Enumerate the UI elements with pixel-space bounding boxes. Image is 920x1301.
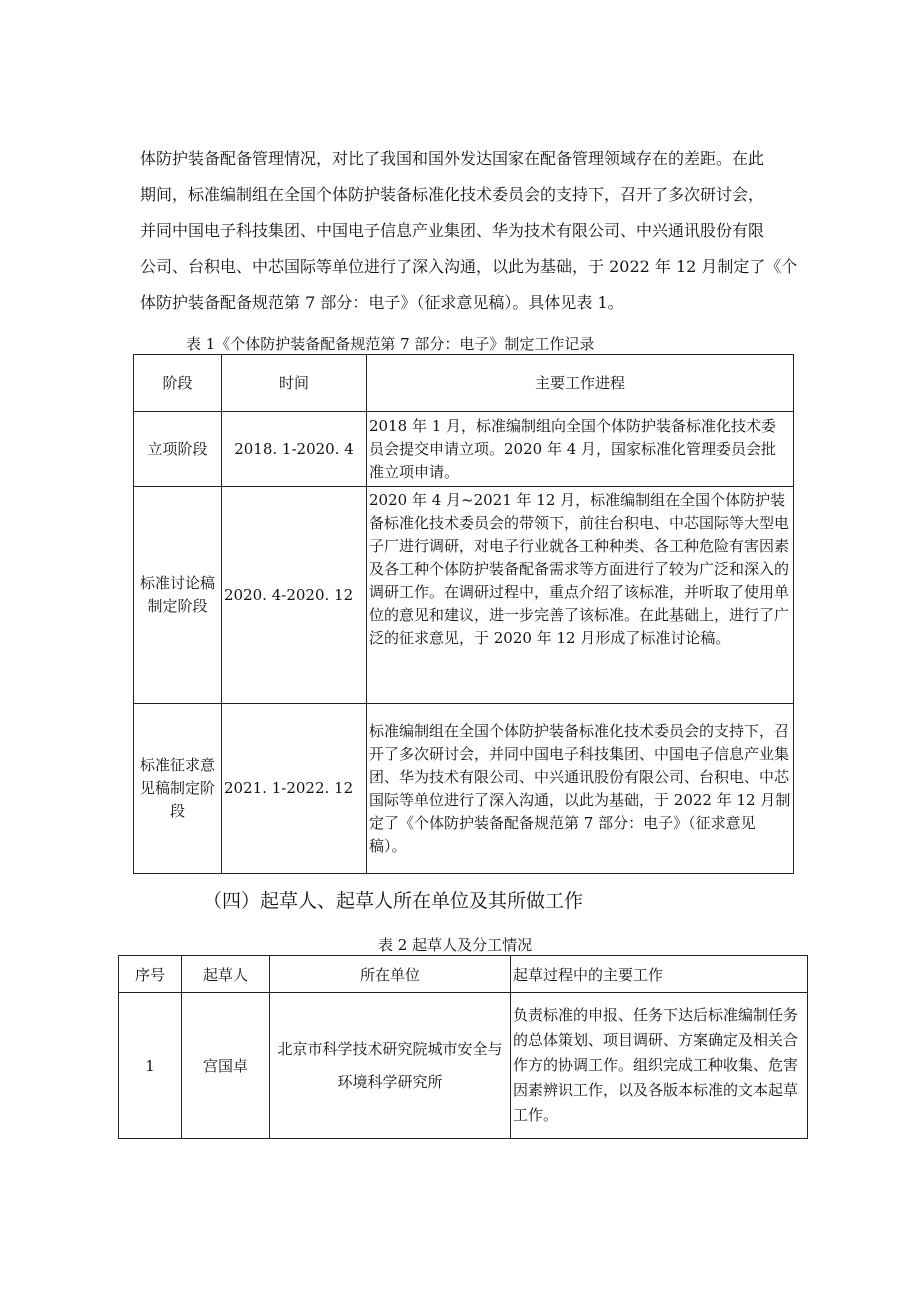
stage-line: 段 [169, 802, 185, 820]
stage-cell [134, 704, 222, 874]
stage-cell [134, 412, 222, 487]
paragraph-line: 体防护装备配备规范第 7 部分：电子》（征求意见稿）。具体见表 1。 [140, 293, 624, 312]
table-row [134, 412, 794, 487]
drafter-cell: 宫国卓 [182, 993, 270, 1139]
intro-paragraph [140, 141, 812, 321]
time-cell: 2018. 1-2020. 4 [222, 412, 367, 487]
header-main-work: 起草过程中的主要工作 [511, 956, 808, 993]
table2-drafters [118, 955, 808, 1139]
stage-line: 标准讨论稿 [139, 574, 215, 592]
table-row [134, 704, 794, 874]
progress-cell: 2018 年 1 月，标准编制组向全国个体防护装备标准化技术委员会提交申请立项。2020 年 4 月，国家标准化管理委员会批准立项申请。 [367, 412, 794, 487]
table-header-row [119, 956, 808, 993]
header-progress: 主要工作进程 [367, 355, 794, 412]
section-heading: （四）起草人、起草人所在单位及其所做工作 [203, 890, 584, 912]
header-stage: 阶段 [134, 355, 222, 412]
table1-caption: 表 1《个体防护装备配备规范第 7 部分：电子》制定工作记录 [186, 335, 595, 353]
stage-line: 立项阶段 [147, 439, 208, 458]
time-cell: 2020. 4-2020. 12 [222, 487, 367, 704]
unit-cell: 北京市科学技术研究院城市安全与环境科学研究所 [270, 993, 511, 1139]
stage-line: 见稿制定阶 [139, 779, 215, 797]
header-drafter: 起草人 [182, 956, 270, 993]
paragraph-line: 并同中国电子科技集团、中国电子信息产业集团、华为技术有限公司、中兴通讯股份有限 [140, 221, 765, 240]
paragraph-line: 期间，标准编制组在全国个体防护装备标准化技术委员会的支持下，召开了多次研讨会， [140, 185, 765, 204]
header-time: 时间 [222, 355, 367, 412]
stage-cell [134, 487, 222, 704]
table-row [134, 487, 794, 704]
table-row [119, 993, 808, 1139]
progress-cell: 2020 年 4 月~2021 年 12 月，标准编制组在全国个体防护装备标准化技术委员会的带领下，前往台积电、中芯国际等大型电子厂进行调研，对电子行业就各工种种类、各工种危险有害因素及各工种个体防护装备配备需求等方面进行了较为广泛和深入的调研工作。在调研过程中，重点介绍了该标准，并听取了使用单位的意见和建议，进一步完善了该标准。在此基础上，进行了广泛的征求意见，于 2020 年 12 月形成了标准讨论稿。 [367, 487, 794, 704]
stage-line: 制定阶段 [147, 597, 208, 615]
paragraph-line: 公司、台积电、中芯国际等单位进行了深入沟通，以此为基础，于 2022 年 12 月制定了《个 [140, 257, 798, 276]
stage-line: 标准征求意 [139, 756, 215, 774]
time-cell: 2021. 1-2022. 12 [222, 704, 367, 874]
table-header-row [134, 355, 794, 412]
table2-caption: 表 2 起草人及分工情况 [378, 936, 533, 954]
header-no: 序号 [119, 956, 182, 993]
paragraph-line: 体防护装备配备管理情况，对比了我国和国外发达国家在配备管理领域存在的差距。在此 [140, 149, 765, 168]
table1-work-record [133, 354, 794, 874]
header-unit: 所在单位 [270, 956, 511, 993]
no-cell: 1 [119, 993, 182, 1139]
work-cell: 负责标准的申报、任务下达后标准编制任务的总体策划、项目调研、方案确定及相关合作方的协调工作。组织完成工种收集、危害因素辨识工作，以及各版本标准的文本起草工作。 [511, 993, 808, 1139]
progress-cell: 标准编制组在全国个体防护装备标准化技术委员会的支持下，召开了多次研讨会，并同中国电子科技集团、中国电子信息产业集团、华为技术有限公司、中兴通讯股份有限公司、台积电、中芯国际等单位进行了深入沟通，以此为基础，于 2022 年 12 月制定了《个体防护装备配备规范第 7 部分：电子》（征求意见稿）。 [367, 704, 794, 874]
